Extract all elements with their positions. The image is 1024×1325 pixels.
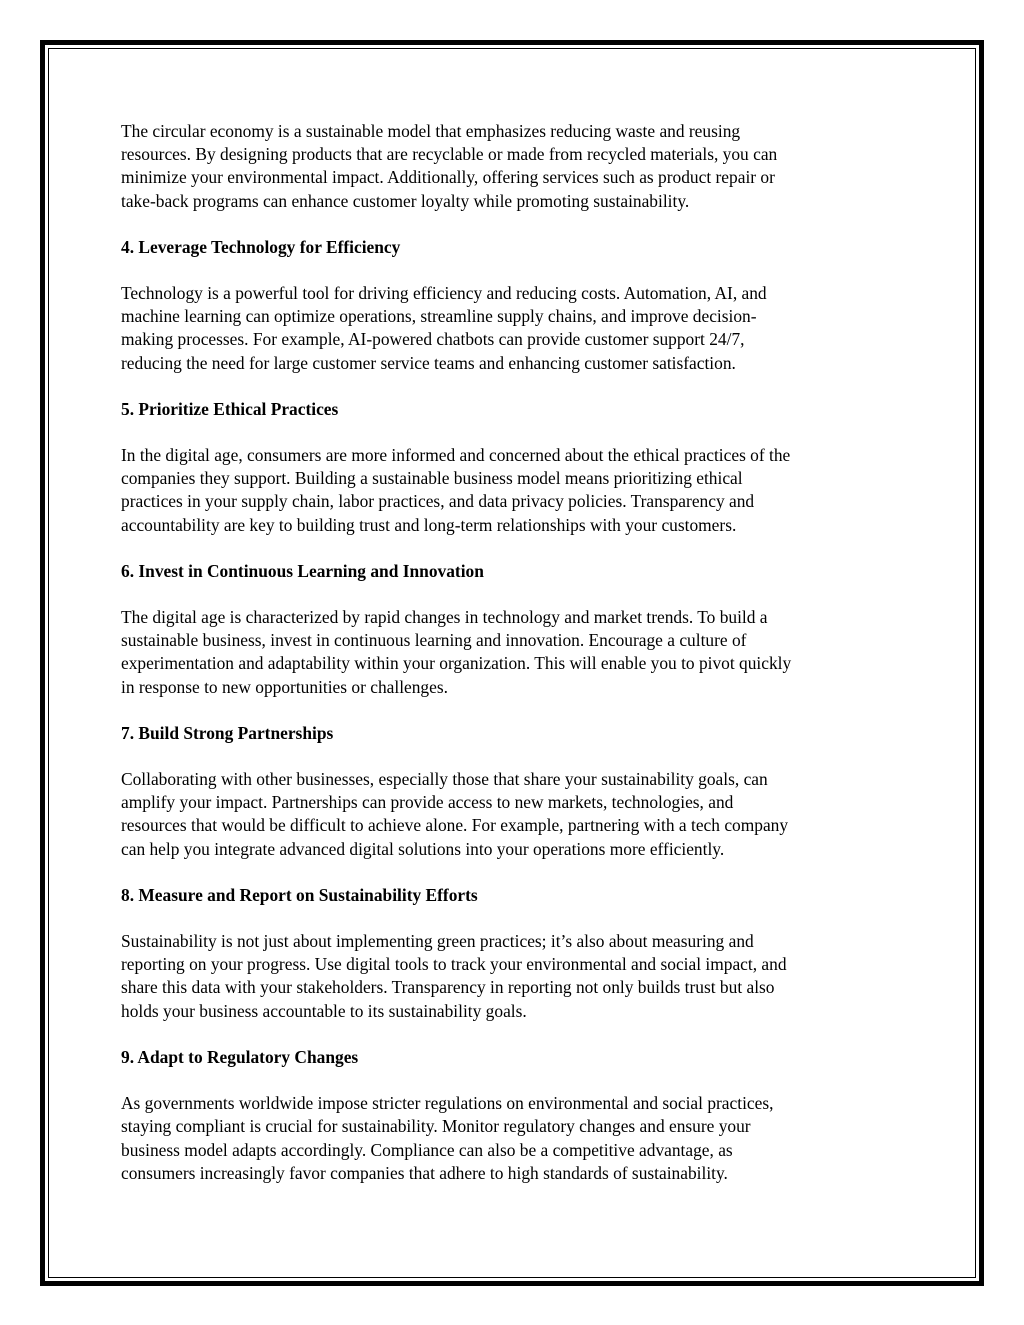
section-body-4: Technology is a powerful tool for driving efficiency and reducing costs. Automation, AI, and machine learning can optimize operations, streamline supply chains, and improve decision- making processes. For example, AI-powered chatbots can provide customer support 24/7, reducing the need for large customer service teams and enhancing customer satisfaction. <box>121 283 767 373</box>
section-body-6: The digital age is characterized by rapid changes in technology and market trends. To build a sustainable business, invest in continuous learning and innovation. Encourage a culture of experimentation and adaptability within your organization. This will enable you to pivot quickly in response to new opportunities or challenges. <box>121 607 792 697</box>
section-body-7: Collaborating with other businesses, especially those that share your sustainability goals, can amplify your impact. Partnerships can provide access to new markets, technologies, and resources that would be difficult to achieve alone. For example, partnering with a tech company can help you integrate advanced digital solutions into your operations more efficiently. <box>121 769 789 859</box>
section-heading-4: 4. Leverage Technology for Efficiency <box>121 236 401 257</box>
section-heading-6: 6. Invest in Continuous Learning and Innovation <box>121 560 484 581</box>
section-heading-8: 8. Measure and Report on Sustainability Efforts <box>121 884 478 905</box>
section-heading-7: 7. Build Strong Partnerships <box>121 722 334 743</box>
section-heading-5: 5. Prioritize Ethical Practices <box>121 398 339 419</box>
section-body-9: As governments worldwide impose stricter regulations on environmental and social practices, staying compliant is crucial for sustainability. Monitor regulatory changes and ensure your business model adapts accordingly. Compliance can also be a competitive advantage, as consumers increasingly favor companies that adhere to high standards of sustainability. <box>121 1093 774 1183</box>
section-body-8: Sustainability is not just about implementing green practices; it’s also about measuring and reporting on your progress. Use digital tools to track your environmental and social impact, and share this data with your stakeholders. Transparency in reporting not only builds trust but also holds your business accountable to its sustainability goals. <box>121 931 787 1021</box>
intro-paragraph: The circular economy is a sustainable model that emphasizes reducing waste and reusing resources. By designing products that are recyclable or made from recycled materials, you can minimize your environmental impact. Additionally, offering services such as product repair or take-back programs can enhance customer loyalty while promoting sustainability. <box>121 121 778 211</box>
section-heading-9: 9. Adapt to Regulatory Changes <box>121 1046 359 1067</box>
document-body <box>121 120 901 1208</box>
section-body-5: In the digital age, consumers are more informed and concerned about the ethical practices of the companies they support. Building a sustainable business model means prioritizing ethical practices in your supply chain, labor practices, and data privacy policies. Transparency and accountability are key to building trust and long-term relationships with your customers. <box>121 445 791 535</box>
